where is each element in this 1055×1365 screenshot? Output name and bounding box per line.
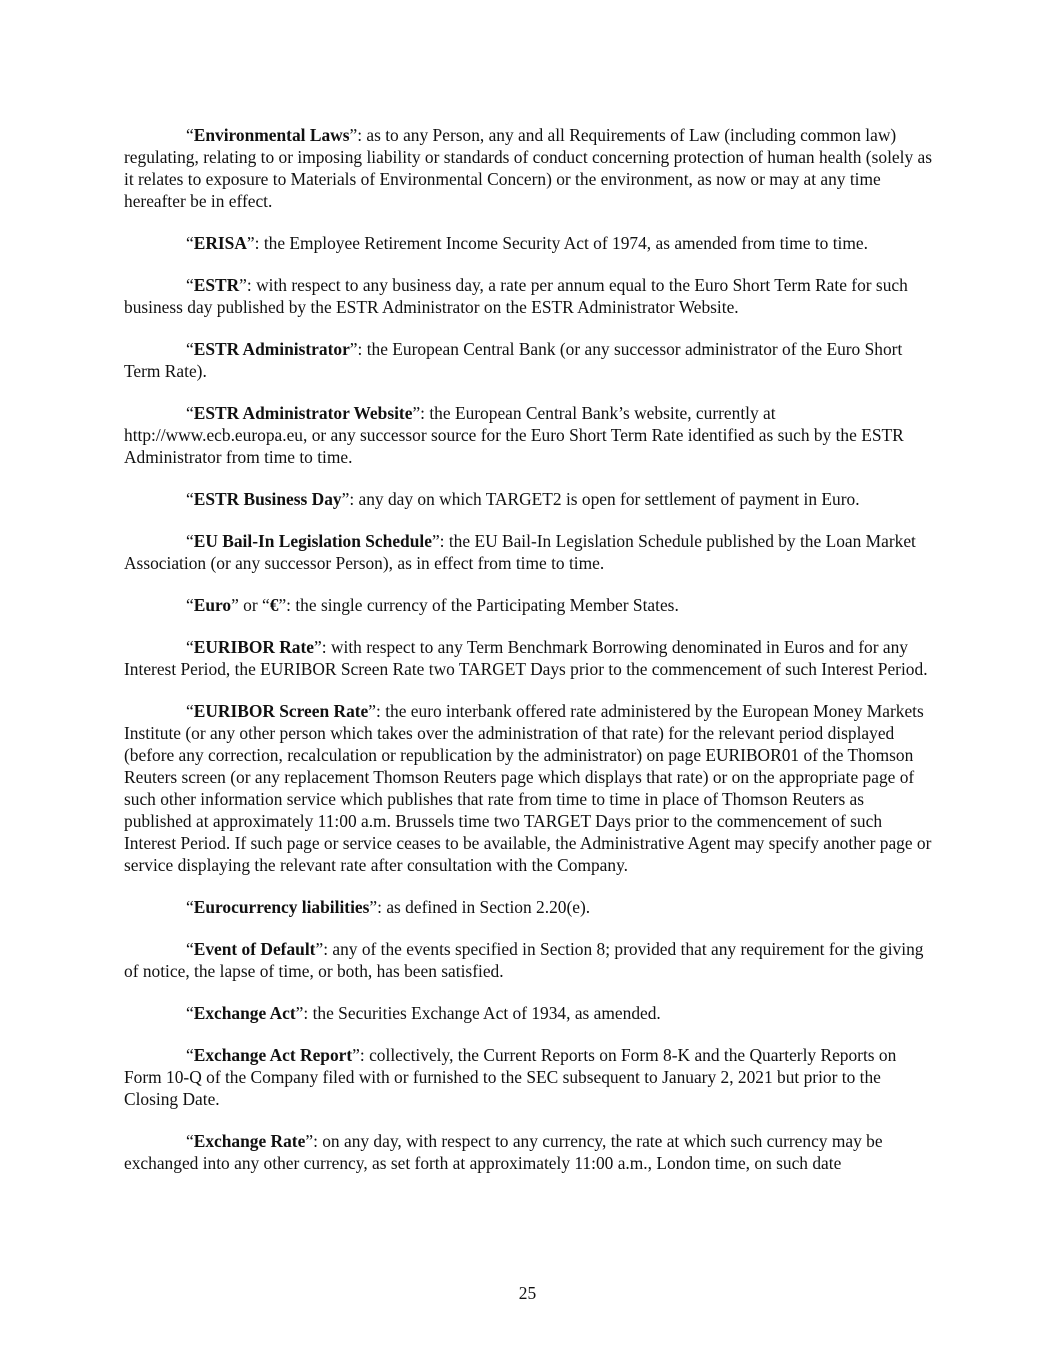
definition-text: : the single currency of the Participating Member States. bbox=[286, 595, 679, 615]
close-quote: ” bbox=[412, 403, 421, 423]
open-quote: “ bbox=[186, 233, 194, 253]
close-quote: ” bbox=[352, 1045, 360, 1065]
open-quote: “ bbox=[186, 897, 194, 917]
definition-text: : the Employee Retirement Income Security Act of 1974, as amended from time to time. bbox=[254, 233, 868, 253]
defined-term: Euro bbox=[193, 595, 232, 615]
open-quote: “ bbox=[186, 939, 194, 959]
open-quote: “ bbox=[186, 489, 194, 509]
definition-text: : the euro interbank offered rate administered by the European Money Markets Institute (or any other person which takes over the administration of that rate) for the relevant period displayed (before any correction, recalculation or republication by the administrator) on page EURIBOR01 of the Thomson Reuters screen (or any replacement Thomson Reuters page which displays that rate) or on the appropriate page of such other information service which publishes that rate from time to time in place of Thomson Reuters as published at approximately 11:00 a.m. Brussels time two TARGET Days prior to the commencement of such Interest Period. If such page or service ceases to be available, the Administrative Agent may specify another page or bbox=[124, 701, 932, 853]
definition-euribor-screen-rate bbox=[124, 700, 934, 876]
open-quote: “ bbox=[186, 339, 194, 359]
page-number: 25 bbox=[518, 1283, 537, 1303]
definition-text: : any day on which TARGET2 is open for settlement of payment in Euro. bbox=[349, 489, 860, 509]
definition-event-of-default bbox=[124, 938, 934, 982]
definition-eurocurrency-liabilities bbox=[124, 896, 934, 918]
open-quote: “ bbox=[186, 1003, 194, 1023]
close-quote: ” bbox=[295, 1003, 304, 1023]
definition-text: : the European Central Bank (or any successor administrator of the Euro Short Term Rate). bbox=[124, 339, 903, 381]
open-quote: “ bbox=[186, 637, 194, 657]
close-quote: ” bbox=[349, 125, 358, 145]
definition-text: : the European Central Bank’s website, currently at http://www.ecb.europa.eu, or any successor source for the Euro Short Term Rate identified as such by the ESTR Administrator from time to time. bbox=[124, 403, 904, 467]
definition-estr-administrator-website bbox=[124, 402, 934, 468]
definition-text-continued: service displaying the relevant rate after consultation with the Company. bbox=[124, 855, 629, 875]
definition-text: : as defined in Section 2.20(e). bbox=[377, 897, 591, 917]
close-quote: ” bbox=[341, 489, 350, 509]
defined-term: Environmental Laws bbox=[193, 125, 350, 145]
close-quote: ” bbox=[349, 339, 358, 359]
definition-estr bbox=[124, 274, 934, 318]
open-quote: “ bbox=[186, 1131, 194, 1151]
close-quote: ” bbox=[246, 233, 255, 253]
open-quote: “ bbox=[186, 1045, 194, 1065]
close-quote: ” bbox=[315, 939, 324, 959]
definition-exchange-rate bbox=[124, 1130, 934, 1174]
defined-term: Exchange Rate bbox=[193, 1131, 306, 1151]
defined-term: ESTR Administrator bbox=[193, 339, 350, 359]
definition-text: : the EU Bail-In Legislation Schedule published by the Loan Market Association (or any successor Person), as in effect from time to time. bbox=[124, 531, 916, 573]
defined-term-symbol: € bbox=[269, 595, 279, 615]
open-quote: “ bbox=[186, 125, 194, 145]
definition-exchange-act bbox=[124, 1002, 934, 1024]
defined-term: Eurocurrency liabilities bbox=[193, 897, 370, 917]
definition-exchange-act-report bbox=[124, 1044, 934, 1110]
definition-erisa bbox=[124, 232, 934, 254]
defined-term: Event of Default bbox=[193, 939, 316, 959]
close-quote: ” bbox=[431, 531, 440, 551]
defined-term: Exchange Act Report bbox=[193, 1045, 353, 1065]
defined-term: EU Bail-In Legislation Schedule bbox=[193, 531, 432, 551]
defined-term: EURIBOR Rate bbox=[193, 637, 315, 657]
definition-text: : with respect to any business day, a rate per annum equal to the Euro Short Term Rate for such business day published by the ESTR Administrator on the ESTR Administrator Website. bbox=[124, 275, 908, 317]
open-quote: “ bbox=[186, 403, 194, 423]
close-quote: ” bbox=[239, 275, 247, 295]
open-quote: “ bbox=[186, 701, 194, 721]
definition-estr-business-day bbox=[124, 488, 934, 510]
defined-term: ESTR Administrator Website bbox=[193, 403, 413, 423]
definition-estr-administrator bbox=[124, 338, 934, 382]
open-quote: “ bbox=[186, 531, 194, 551]
defined-term: ESTR bbox=[193, 275, 240, 295]
close-quote: ” bbox=[305, 1131, 314, 1151]
or-connector: ” or “ bbox=[231, 595, 270, 615]
definition-text: : with respect to any Term Benchmark Borrowing denominated in Euros and for any Interest Period, the EURIBOR Screen Rate two TARGET Days prior to the commencement of such Interest Period. bbox=[124, 637, 928, 679]
close-quote: ” bbox=[368, 701, 377, 721]
defined-term: Exchange Act bbox=[193, 1003, 296, 1023]
definition-euro bbox=[124, 594, 934, 616]
defined-term: EURIBOR Screen Rate bbox=[193, 701, 369, 721]
close-quote: ” bbox=[314, 637, 322, 657]
definition-text: : any of the events specified in Section 8; provided that any requirement for the giving of notice, the lapse of time, or both, has been satisfied. bbox=[124, 939, 924, 981]
definition-text: : the Securities Exchange Act of 1934, as amended. bbox=[303, 1003, 661, 1023]
definition-text: : on any day, with respect to any currency, the rate at which such currency may be exchanged into any other currency, as set forth at approximately 11:00 a.m., London time, on such date bbox=[124, 1131, 883, 1173]
definition-euribor-rate bbox=[124, 636, 934, 680]
close-quote: ” bbox=[278, 595, 287, 615]
definition-environmental-laws bbox=[124, 124, 934, 212]
defined-term: ERISA bbox=[193, 233, 247, 253]
definition-text: : collectively, the Current Reports on Form 8-K and the Quarterly Reports on Form 10-Q of the Company filed with or furnished to the SEC subsequent to January 2, 2021 but prior to the Closing Date. bbox=[124, 1045, 897, 1109]
close-quote: ” bbox=[369, 897, 378, 917]
definition-text: : as to any Person, any and all Requirements of Law (including common law) regulating, relating to or imposing liability or standards of conduct concerning protection of human health (solely as it relates to exposure to Materials of Environmental Concern) or the environment, as now or may at any time hereafter be in effect. bbox=[124, 125, 932, 211]
document-page bbox=[124, 124, 934, 1194]
defined-term: ESTR Business Day bbox=[193, 489, 342, 509]
definition-eu-bail-in-legislation-schedule bbox=[124, 530, 934, 574]
open-quote: “ bbox=[186, 275, 194, 295]
open-quote: “ bbox=[186, 595, 194, 615]
